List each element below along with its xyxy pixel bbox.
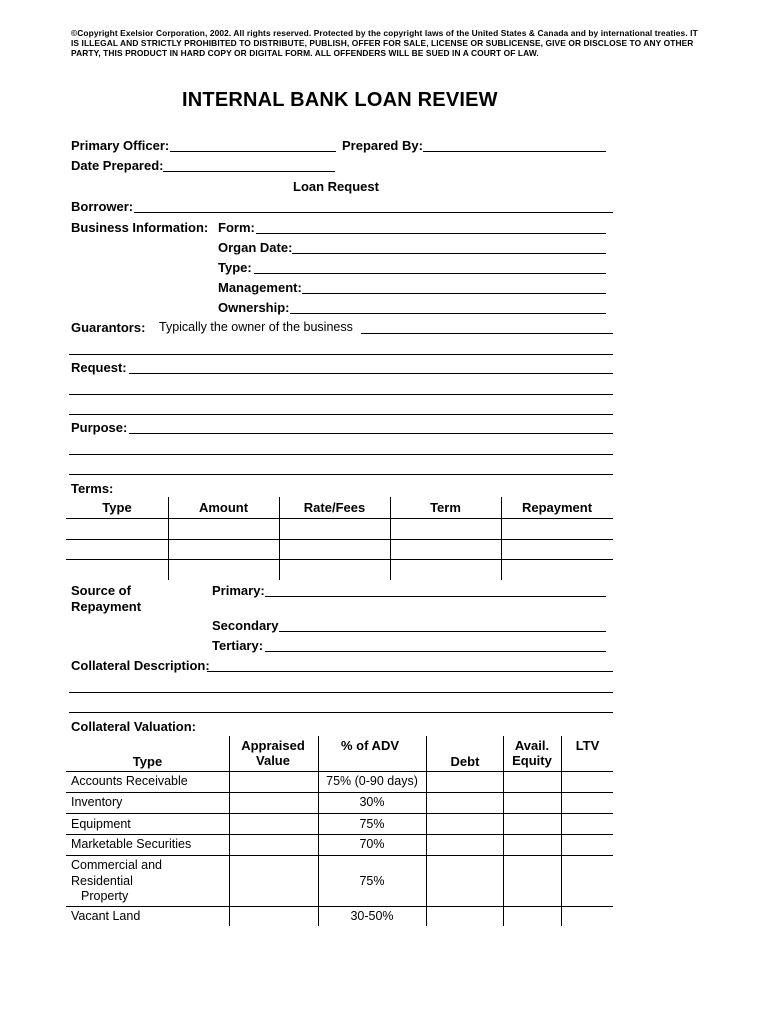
- valuation-row-type: Marketable Securities: [71, 837, 192, 851]
- valuation-row-type: Commercial and: [71, 858, 163, 872]
- type-label: Type:: [218, 260, 252, 275]
- management-field[interactable]: [302, 293, 606, 294]
- valuation-col-appraised: Appraised Value: [241, 738, 305, 768]
- valuation-rule: [66, 792, 613, 793]
- collateral-description-line2[interactable]: [69, 692, 613, 693]
- valuation-row-type: Residential: [71, 874, 133, 888]
- management-label: Management:: [218, 280, 302, 295]
- valuation-row-adv: 30%: [359, 795, 385, 809]
- ownership-label: Ownership:: [218, 300, 290, 315]
- borrower-field[interactable]: [134, 212, 613, 213]
- source-of-label: Source of: [71, 583, 131, 598]
- purpose-field-line2[interactable]: [69, 454, 613, 455]
- valuation-row-adv: 70%: [359, 837, 385, 851]
- valuation-col-debt: Debt: [450, 754, 480, 769]
- form-field[interactable]: [256, 233, 606, 234]
- valuation-col-pct-adv: % of ADV: [340, 738, 400, 753]
- organ-date-label: Organ Date:: [218, 240, 293, 255]
- valuation-row-type: Equipment: [71, 817, 131, 831]
- ownership-field[interactable]: [290, 313, 606, 314]
- secondary-label: Secondary: [212, 618, 279, 633]
- valuation-row-adv: 75%: [359, 874, 385, 888]
- type-field[interactable]: [254, 273, 606, 274]
- valuation-col-avail-equity: Avail. Equity: [512, 738, 552, 768]
- collateral-description-field[interactable]: [207, 671, 613, 672]
- terms-label: Terms:: [71, 481, 114, 496]
- primary-officer-label: Primary Officer:: [71, 138, 170, 153]
- primary-field[interactable]: [265, 596, 606, 597]
- collateral-valuation-label: Collateral Valuation:: [71, 719, 196, 734]
- valuation-divider: [229, 736, 230, 926]
- organ-date-field[interactable]: [292, 253, 606, 254]
- terms-rule: [66, 518, 613, 519]
- terms-rule: [66, 539, 613, 540]
- valuation-row-adv: 30-50%: [350, 909, 394, 923]
- terms-divider: [390, 497, 391, 580]
- primary-officer-field[interactable]: [170, 151, 336, 152]
- valuation-row-type: Inventory: [71, 795, 123, 809]
- request-field-line2[interactable]: [69, 394, 613, 395]
- valuation-row-type: Vacant Land: [71, 909, 141, 923]
- valuation-rule: [66, 906, 613, 907]
- tertiary-label: Tertiary:: [212, 638, 264, 653]
- terms-col-repayment: Repayment: [521, 500, 593, 515]
- loan-request-heading: Loan Request: [293, 179, 379, 194]
- valuation-row-adv: 75% (0-90 days): [326, 774, 418, 788]
- terms-col-amount: Amount: [198, 500, 249, 515]
- primary-label: Primary:: [212, 583, 265, 598]
- collateral-description-line3[interactable]: [69, 712, 613, 713]
- business-info-label: Business Information:: [71, 220, 209, 235]
- terms-col-rate-fees: Rate/Fees: [303, 500, 366, 515]
- guarantors-field[interactable]: [361, 333, 613, 334]
- date-prepared-label: Date Prepared:: [71, 158, 164, 173]
- prepared-by-field[interactable]: [423, 151, 606, 152]
- guarantors-hint: Typically the owner of the business: [159, 320, 353, 334]
- terms-col-type: Type: [102, 500, 132, 515]
- guarantors-field-line2[interactable]: [69, 354, 613, 355]
- request-field-line3[interactable]: [69, 414, 613, 415]
- purpose-field[interactable]: [129, 433, 613, 434]
- tertiary-field[interactable]: [265, 651, 606, 652]
- request-field[interactable]: [129, 373, 613, 374]
- guarantors-label: Guarantors:: [71, 320, 146, 335]
- terms-divider: [279, 497, 280, 580]
- terms-divider: [168, 497, 169, 580]
- terms-rule: [66, 559, 613, 560]
- valuation-row-type: Property: [81, 889, 129, 903]
- page-title: INTERNAL BANK LOAN REVIEW: [182, 89, 498, 111]
- valuation-divider: [561, 736, 562, 926]
- valuation-rule: [66, 855, 613, 856]
- valuation-rule: [66, 771, 613, 772]
- copyright-notice: ©Copyright Exelsior Corporation, 2002. All rights reserved. Protected by the copyright laws of the United States & Canada and by international treaties. IT IS ILLEGAL AND STRICTLY PROHIBITED TO DISTRIBUTE, PUBLISH, OFFER FOR SALE, LICENSE OR SUBLICENSE, GIVE OR DISCLOSE TO ANY OTHER PARTY, THIS PRODUCT IN HARD COPY OR DIGITAL FORM. ALL OFFENDERS WILL BE SUED IN A COURT OF LAW.: [71, 28, 698, 58]
- purpose-label: Purpose:: [71, 420, 128, 435]
- valuation-divider: [318, 736, 319, 926]
- repayment-label: Repayment: [71, 599, 142, 614]
- valuation-row-adv: 75%: [359, 817, 385, 831]
- collateral-description-label: Collateral Description:: [71, 658, 210, 673]
- request-label: Request:: [71, 360, 127, 375]
- form-label: Form:: [218, 220, 255, 235]
- valuation-rule: [66, 813, 613, 814]
- terms-divider: [501, 497, 502, 580]
- valuation-col-ltv: LTV: [575, 738, 600, 753]
- valuation-col-type: Type: [132, 754, 163, 769]
- valuation-divider: [503, 736, 504, 926]
- terms-col-term: Term: [430, 500, 461, 515]
- purpose-field-line3[interactable]: [69, 474, 613, 475]
- valuation-row-type: Accounts Receivable: [71, 774, 188, 788]
- prepared-by-label: Prepared By:: [342, 138, 423, 153]
- valuation-rule: [66, 834, 613, 835]
- date-prepared-field[interactable]: [163, 171, 335, 172]
- valuation-divider: [426, 736, 427, 926]
- borrower-label: Borrower:: [71, 199, 134, 214]
- secondary-field[interactable]: [279, 631, 606, 632]
